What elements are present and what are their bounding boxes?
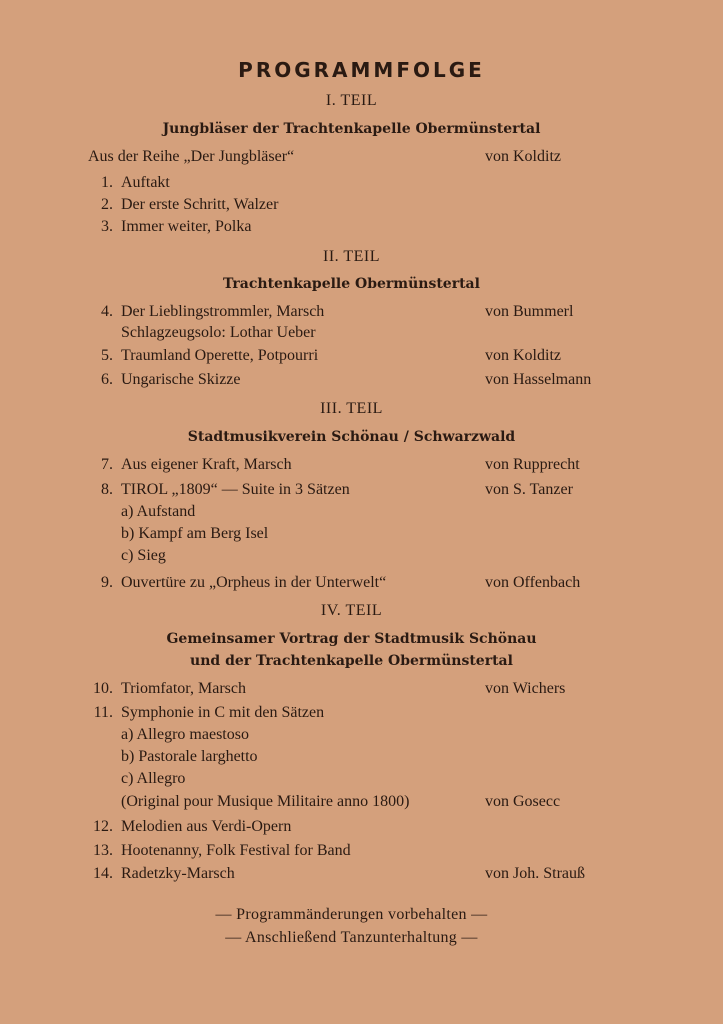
part-heading-2: II. TEIL	[322, 248, 380, 265]
item-number: 4.	[101, 303, 113, 320]
item-title: Ungarische Skizze	[121, 371, 241, 388]
composer: von Kolditz	[485, 148, 561, 165]
item-title: Hootenanny, Folk Festival for Band	[121, 842, 351, 859]
item-title: Triomfator, Marsch	[121, 680, 246, 697]
subitem-title: b) Kampf am Berg Isel	[121, 525, 269, 542]
program-item	[0, 680, 723, 702]
program-subitem	[0, 547, 723, 569]
item-number: 2.	[101, 196, 113, 213]
item-number: 11.	[93, 704, 113, 721]
program-item	[0, 218, 723, 240]
composer: von Gosecc	[485, 793, 561, 810]
item-title: Melodien aus Verdi-Opern	[121, 818, 292, 835]
item-title: TIROL „1809“ — Suite in 3 Sätzen	[121, 481, 350, 498]
item-number: 6.	[101, 371, 113, 388]
item-number: 13.	[93, 842, 113, 859]
composer: von Joh. Strauß	[485, 865, 585, 882]
program-item-note	[0, 793, 723, 815]
program-item	[0, 818, 723, 840]
program-item	[0, 456, 723, 478]
part-heading-4: IV. TEIL	[320, 602, 383, 619]
program-subitem	[0, 748, 723, 770]
item-number: 14.	[93, 865, 113, 882]
program-item	[0, 865, 723, 887]
item-title: Aus eigener Kraft, Marsch	[121, 456, 292, 473]
program-subitem	[0, 770, 723, 792]
item-title: Radetzky-Marsch	[121, 865, 235, 882]
program-subitem	[0, 525, 723, 547]
item-number: 1.	[101, 174, 113, 191]
item-title: Symphonie in C mit den Sätzen	[121, 704, 325, 721]
group-line: Gemeinsamer Vortrag der Stadtmusik Schönau	[166, 631, 537, 647]
group-name-1	[0, 118, 703, 140]
program-subitem	[0, 503, 723, 525]
subitem-title: a) Allegro maestoso	[121, 726, 249, 743]
item-title: (Original pour Musique Militaire anno 1800)	[121, 793, 410, 810]
subitem-title: a) Aufstand	[121, 503, 196, 520]
program-item	[0, 481, 723, 503]
group-line: und der Trachtenkapelle Obermünstertal	[190, 653, 513, 669]
part-heading-3: III. TEIL	[320, 400, 383, 417]
item-title: Der Lieblingstrommler, Marsch	[121, 303, 325, 320]
subitem-title: b) Pastorale larghetto	[121, 748, 258, 765]
composer: von Rupprecht	[485, 456, 580, 473]
group-name-3	[0, 426, 703, 448]
subitem-title: c) Sieg	[121, 547, 166, 564]
intro-text: Aus der Reihe „Der Jungbläser“	[88, 148, 295, 165]
item-number: 12.	[93, 818, 113, 835]
composer: von S. Tanzer	[485, 481, 573, 498]
item-number: 10.	[93, 680, 113, 697]
item-number: 7.	[101, 456, 113, 473]
group-name-4	[0, 628, 703, 672]
page-title: PROGRAMMFOLGE	[238, 58, 485, 82]
item-title: Ouvertüre zu „Orpheus in der Unterwelt“	[121, 574, 387, 591]
program-item	[0, 704, 723, 726]
intro-row	[0, 148, 723, 170]
group-line: Trachtenkapelle Obermünstertal	[223, 276, 480, 292]
item-number: 3.	[101, 218, 113, 235]
item-number: 5.	[101, 347, 113, 364]
item-title: Auftakt	[121, 174, 170, 191]
composer: von Wichers	[485, 680, 566, 697]
dance-note: — Anschließend Tanzunterhaltung —	[225, 929, 478, 946]
program-item-note	[0, 324, 723, 346]
program-change-note: — Programmänderungen vorbehalten —	[215, 906, 488, 923]
group-name-2	[0, 273, 703, 295]
subitem-title: c) Allegro	[121, 770, 186, 787]
program-item	[0, 174, 723, 196]
program-item	[0, 303, 723, 325]
item-title: Immer weiter, Polka	[121, 218, 252, 235]
item-title: Traumland Operette, Potpourri	[121, 347, 319, 364]
program-item	[0, 574, 723, 596]
composer: von Bummerl	[485, 303, 574, 320]
program-item	[0, 842, 723, 864]
program-subitem	[0, 726, 723, 748]
composer: von Hasselmann	[485, 371, 592, 388]
program-item	[0, 196, 723, 218]
program-item	[0, 371, 723, 393]
item-number: 8.	[101, 481, 113, 498]
item-title: Schlagzeugsolo: Lothar Ueber	[121, 324, 316, 341]
part-heading-1: I. TEIL	[325, 92, 378, 109]
group-line: Stadtmusikverein Schönau / Schwarzwald	[187, 429, 516, 445]
group-line: Jungbläser der Trachtenkapelle Obermünstertal	[162, 121, 541, 137]
composer: von Offenbach	[485, 574, 581, 591]
composer: von Kolditz	[485, 347, 561, 364]
item-title: Der erste Schritt, Walzer	[121, 196, 279, 213]
program-item	[0, 347, 723, 369]
item-number: 9.	[101, 574, 113, 591]
